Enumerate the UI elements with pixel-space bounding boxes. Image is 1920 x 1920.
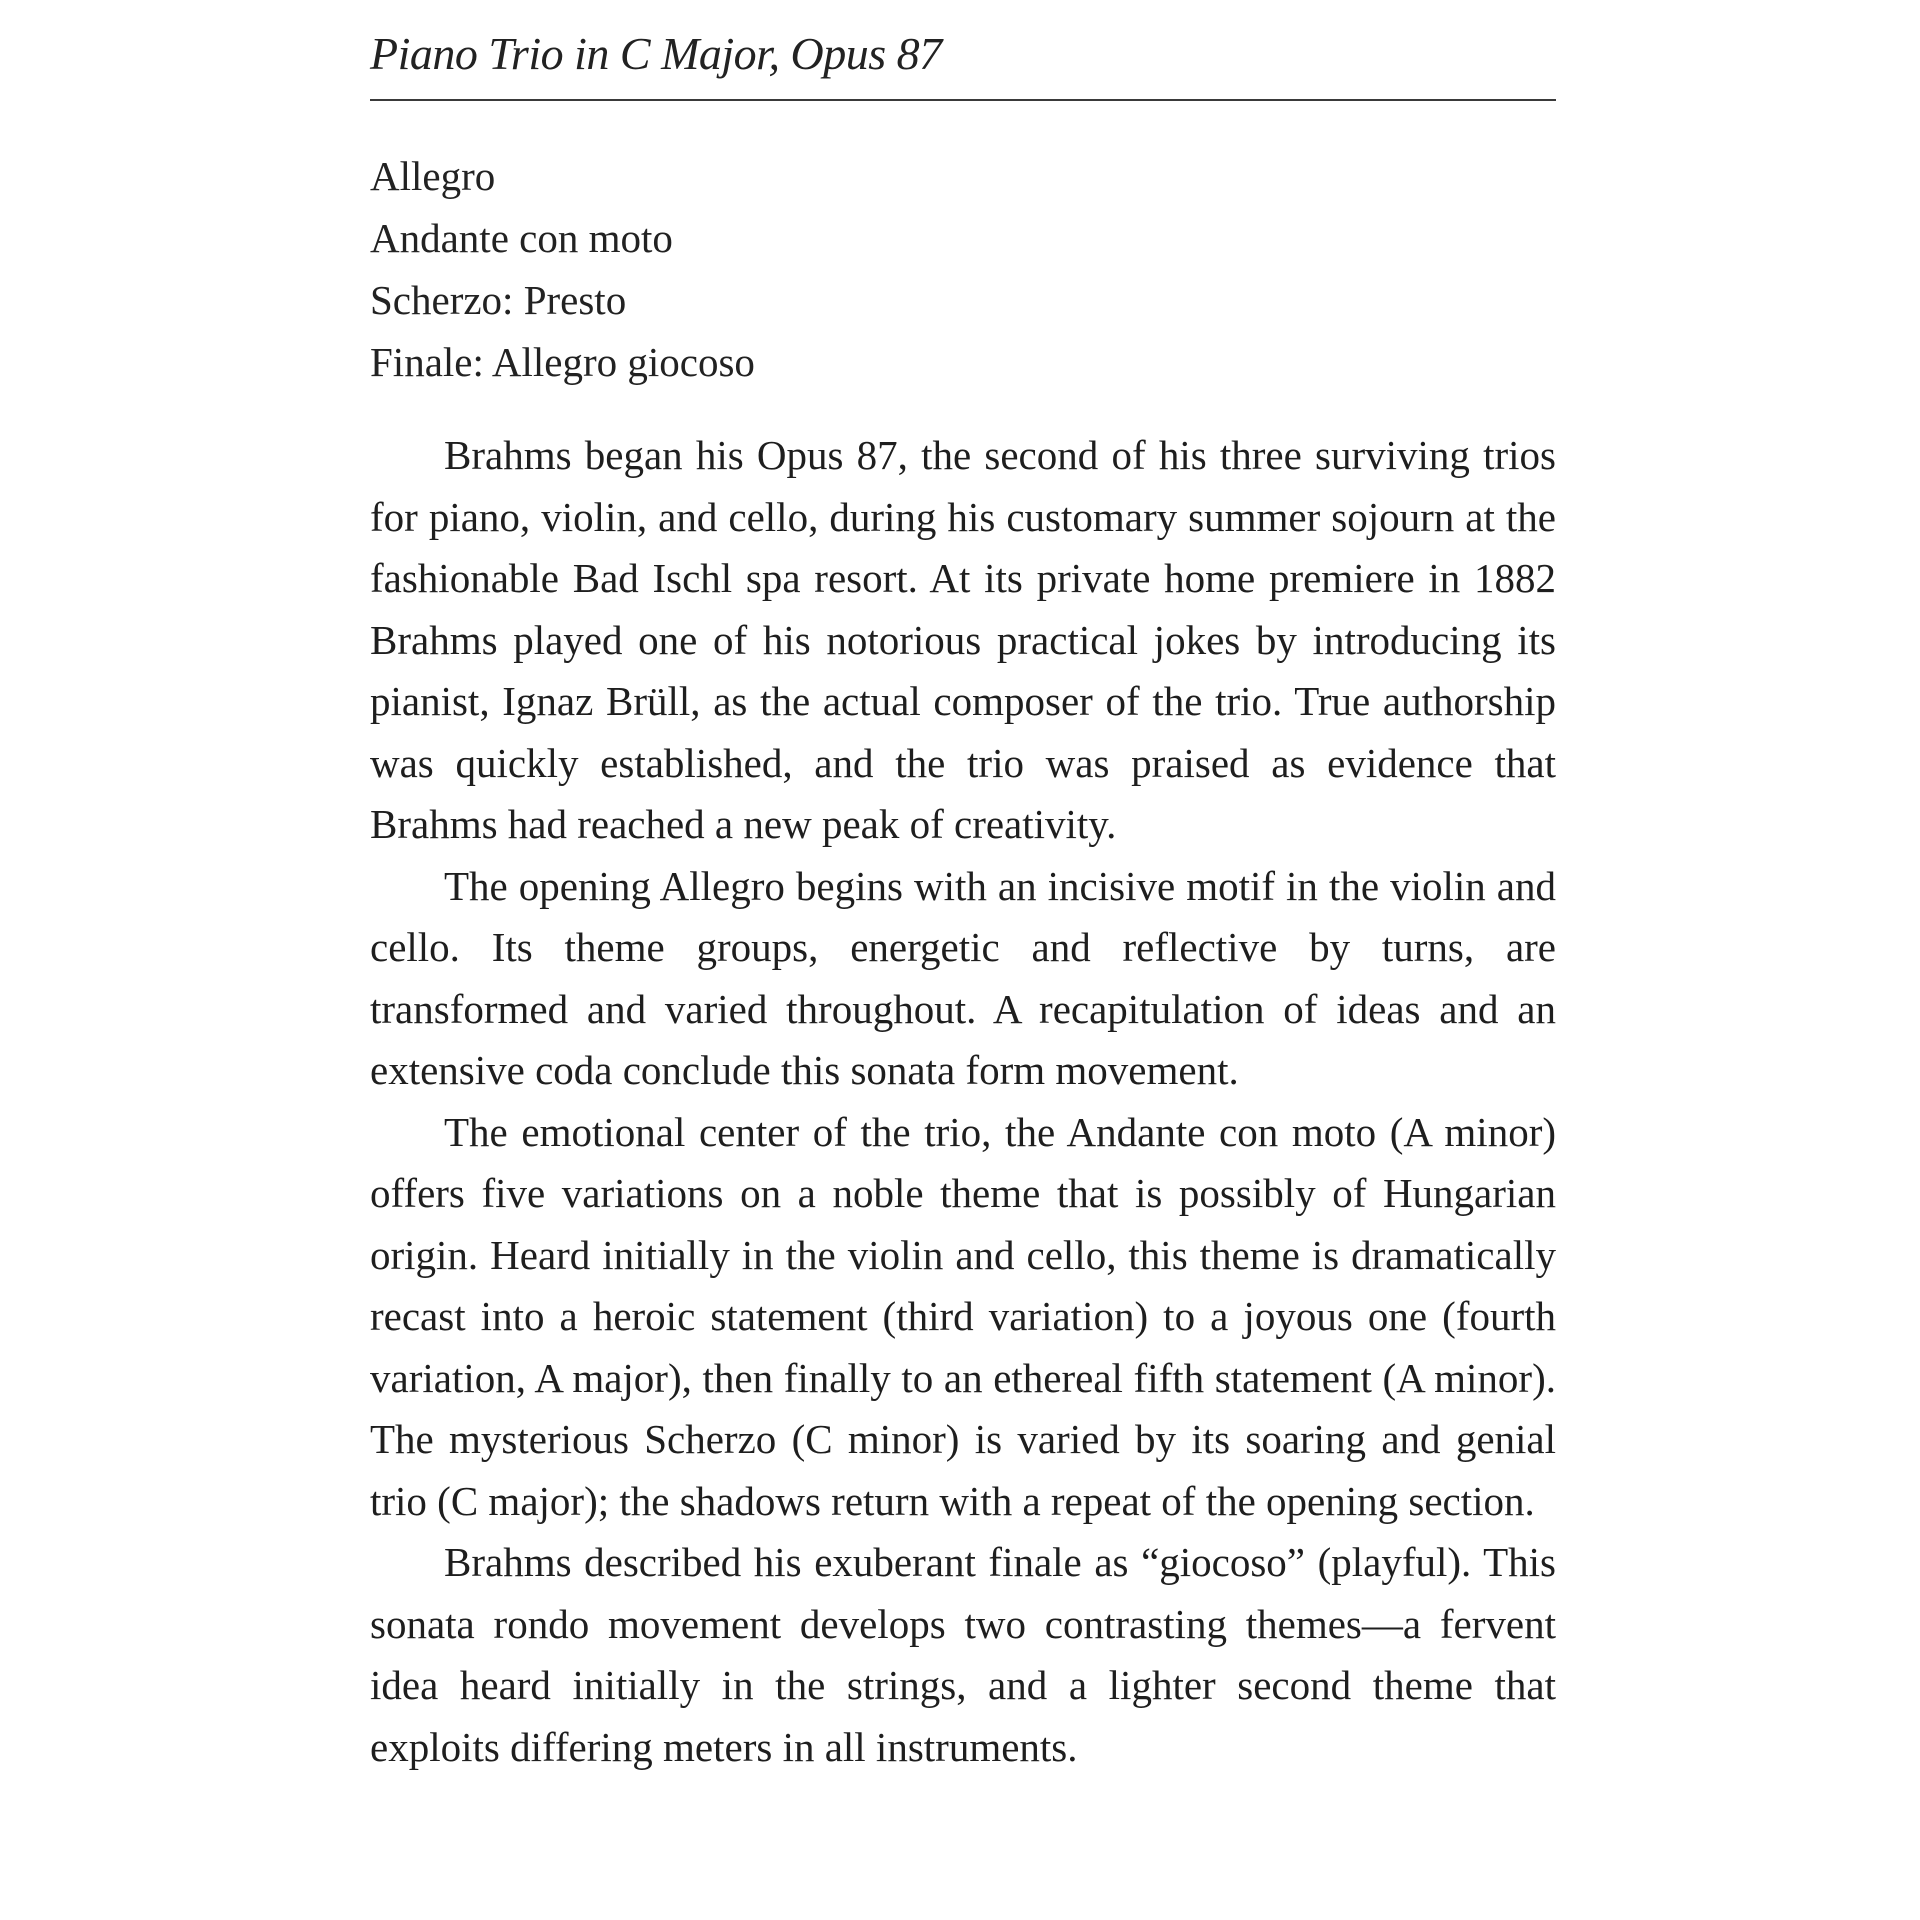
movement-item: Scherzo: Presto bbox=[370, 277, 627, 323]
paragraph-middle-movements: The emotional center of the trio, the Andante con moto (A minor) offers five variations on a noble theme that is possibly of Hungarian origin. Heard initially in the violin and cello, this theme is dramatically recast into a heroic statement (third variation) to a joyous one (fourth variation, A major), then finally to an ethereal fifth statement (A minor). The mysterious Scherzo (C minor) is varied by its soaring and genial trio (C major); the shadows return with a repeat of the opening section. bbox=[370, 1108, 1556, 1524]
program-notes bbox=[370, 425, 1556, 1778]
paragraph-finale: Brahms described his exuberant finale as “giocoso” (playful). This sonata rondo movement develops two contrasting themes—a fervent idea heard initially in the strings, and a lighter second theme that exploits differing meters in all instruments. bbox=[370, 1539, 1556, 1770]
movement-item: Andante con moto bbox=[370, 215, 673, 261]
movement-item: Finale: Allegro giocoso bbox=[370, 339, 755, 385]
movement-item: Allegro bbox=[370, 153, 496, 199]
running-title: Piano Trio in C Major, Opus 87 bbox=[370, 28, 942, 79]
paragraph-first-movement: The opening Allegro begins with an incisive motif in the violin and cello. Its theme groups, energetic and reflective by turns, are transformed and varied throughout. A recapitulation of ideas and an extensive coda conclude this sonata form movement. bbox=[370, 862, 1556, 1093]
header-rule bbox=[370, 99, 1556, 101]
movement-list bbox=[370, 145, 755, 393]
paragraph-composition-history: Brahms began his Opus 87, the second of his three surviving trios for piano, violin, and cello, during his customary summer sojourn at the fashionable Bad Ischl spa resort. At its private home premiere in 1882 Brahms played one of his notorious practical jokes by introducing its pianist, Ignaz Brüll, as the actual composer of the trio. True authorship was quickly established, and the trio was praised as evidence that Brahms had reached a new peak of creativity. bbox=[370, 432, 1556, 847]
